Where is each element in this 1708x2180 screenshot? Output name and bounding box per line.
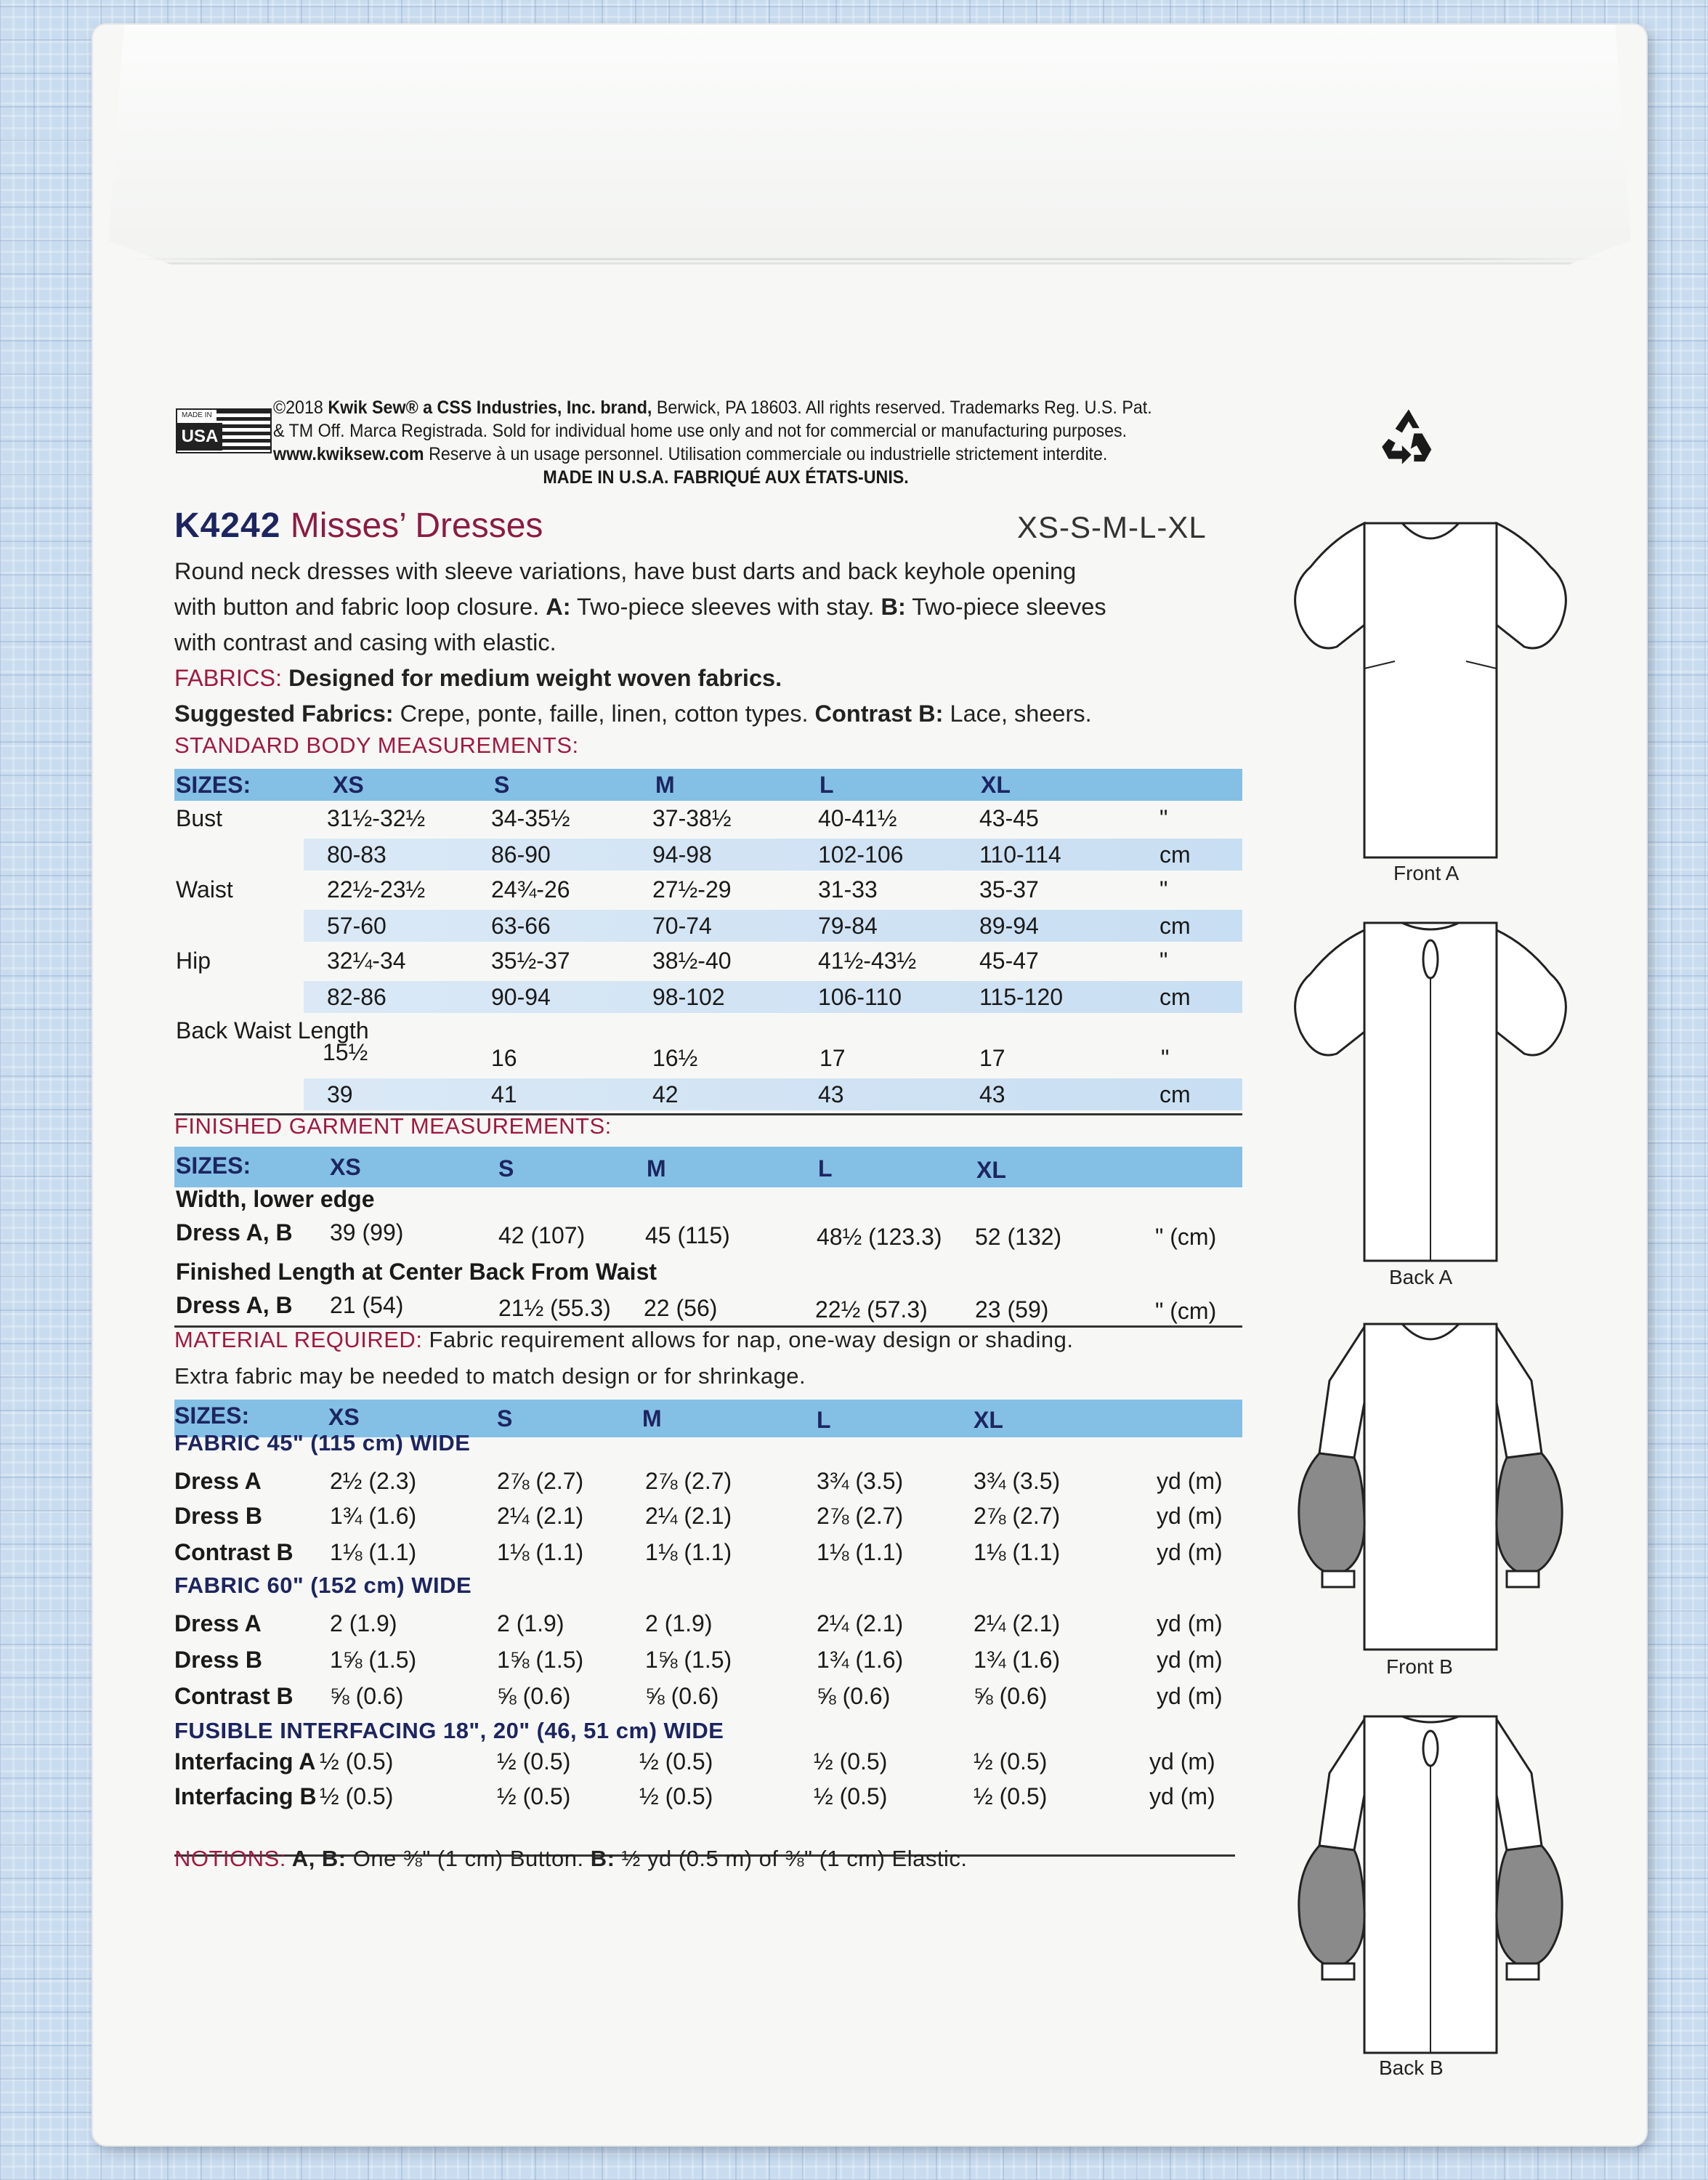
table-cell: ½ (0.5) (639, 1783, 713, 1809)
size-xl: XL (981, 772, 1011, 798)
description-line3: with contrast and casing with elastic. (174, 629, 556, 655)
table-cell: 40-41½ (818, 805, 897, 831)
bwl-cm-xs: 39 (327, 1081, 353, 1107)
table-cell: 79-84 (818, 913, 878, 939)
table-row (174, 1680, 1242, 1712)
table-cell: ½ (0.5) (814, 1748, 888, 1775)
table-cell: 37-38½ (652, 805, 732, 831)
length-m: 22 (56) (644, 1295, 718, 1321)
table-row (174, 1465, 1242, 1497)
length-l: 22½ (57.3) (815, 1296, 928, 1323)
row-label: Dress B (174, 1503, 262, 1529)
table-cell: 34-35½ (491, 805, 570, 831)
notions-label: NOTIONS: (174, 1846, 286, 1871)
width-xl: 52 (132) (975, 1224, 1062, 1250)
finished-size-s: S (498, 1155, 514, 1182)
table-cell: 2⅞ (2.7) (497, 1468, 584, 1494)
bwl-label: Back Waist Length (176, 1017, 369, 1043)
width-s: 42 (107) (498, 1222, 586, 1248)
table-cell: 31-33 (818, 876, 878, 903)
interfacing-heading: FUSIBLE INTERFACING 18", 20" (46, 51 cm) WIDE (174, 1718, 724, 1743)
length-label: Finished Length at Center Back From Waist (176, 1259, 657, 1285)
width-m: 45 (115) (645, 1222, 730, 1248)
description-l2a: with button and fabric loop closure. (174, 594, 546, 620)
table-row (174, 945, 1242, 977)
table-cell: 1¾ (1.6) (817, 1647, 904, 1673)
table-cell: 3¾ (3.5) (817, 1468, 904, 1494)
description-l2e: Two-piece sleeves (905, 594, 1106, 620)
notions-line (174, 1846, 967, 1872)
fabric-45-heading: FABRIC 45" (115 cm) WIDE (174, 1430, 471, 1456)
table-row (174, 1500, 1242, 1532)
description-line1: Round neck dresses with sleeve variations, have bust darts and back keyhole opening (174, 558, 1077, 584)
bwl-in-xs: 15½ (323, 1039, 368, 1065)
material-label: MATERIAL REQUIRED: (174, 1327, 423, 1352)
table-cell: 2½ (2.3) (330, 1468, 417, 1494)
table-cell: 2¼ (2.1) (645, 1503, 732, 1529)
table-cell: 1⅝ (1.5) (330, 1647, 417, 1673)
unit-cell: " (1159, 805, 1168, 831)
table-cell: 115-120 (979, 984, 1064, 1010)
back-a-caption: Back A (1389, 1266, 1453, 1288)
row-label: Waist (176, 876, 233, 903)
description-l2c: Two-piece sleeves with stay. (570, 594, 881, 620)
finished-heading: FINISHED GARMENT MEASUREMENTS: (174, 1113, 612, 1139)
unit-cell: yd (m) (1157, 1539, 1223, 1565)
row-label: Dress A (174, 1610, 262, 1636)
table-cell: ½ (0.5) (639, 1748, 713, 1775)
table-cell: ½ (0.5) (497, 1783, 571, 1809)
table-cell: 57-60 (327, 913, 386, 939)
row-label: Interfacing A (174, 1748, 316, 1775)
unit-cell: " (1159, 948, 1168, 974)
table-cell: 94-98 (652, 841, 712, 868)
copyright-brand: Kwik Sew® a CSS Industries, Inc. brand, (328, 397, 652, 418)
table-cell: 86-90 (491, 841, 551, 868)
table-cell: 27½-29 (652, 876, 732, 903)
back-b-drawing (1279, 1708, 1584, 2064)
pattern-name: Misses’ Dresses (280, 506, 543, 545)
finished-size-xs: XS (330, 1154, 361, 1180)
table-cell: 43-45 (979, 805, 1039, 831)
table-cell: ⅝ (0.6) (645, 1683, 719, 1709)
table-cell: 41½-43½ (818, 948, 917, 974)
material-size-l: L (817, 1407, 831, 1433)
unit-cell: yd (m) (1157, 1468, 1223, 1494)
unit-cell: yd (m) (1157, 1647, 1223, 1673)
width-row (174, 1216, 1242, 1248)
table-cell: 1⅝ (1.5) (497, 1647, 584, 1673)
table-row (174, 839, 1242, 871)
material-heading (174, 1327, 1073, 1353)
table-row (174, 873, 1242, 905)
description (174, 554, 1257, 732)
table-cell: 2⅞ (2.7) (645, 1468, 732, 1494)
notions-b: B: (590, 1846, 615, 1871)
fabrics-line (174, 661, 1257, 696)
table-cell: 3¾ (3.5) (974, 1468, 1061, 1494)
front-a-drawing (1279, 509, 1584, 872)
copyright-block (273, 396, 1300, 489)
bwl-in-l: 17 (819, 1045, 846, 1071)
material-size-xs: XS (328, 1404, 360, 1430)
table-cell: 2⅞ (2.7) (817, 1503, 904, 1529)
size-l: L (819, 772, 834, 798)
copyright-line1: Berwick, PA 18603. All rights reserved. Trademarks Reg. U.S. Pat. (652, 397, 1152, 418)
made-in-usa-flag (176, 408, 272, 453)
unit-cell: yd (m) (1149, 1748, 1215, 1775)
bwl-in-s: 16 (491, 1045, 517, 1071)
table-cell: 32¼-34 (327, 948, 406, 974)
pattern-code: K4242 (174, 506, 281, 545)
fabrics-label: FABRICS: (174, 665, 283, 691)
row-label: Interfacing B (174, 1783, 317, 1809)
body-measurements-heading: STANDARD BODY MEASUREMENTS: (174, 732, 579, 758)
material-line2: Extra fabric may be needed to match design or for shrinkage. (174, 1363, 806, 1389)
table-cell: 2¼ (2.1) (817, 1610, 904, 1636)
copyright-line3: Reserve à un usage personnel. Utilisation commerciale ou industrielle strictement interdite. (424, 444, 1108, 464)
suggested-text: Crepe, ponte, faille, linen, cotton types. (393, 701, 815, 727)
table-row (174, 981, 1242, 1013)
table-cell: 89-94 (979, 913, 1039, 939)
table-row (174, 1745, 1242, 1777)
material-size-xl: XL (974, 1407, 1003, 1433)
unit-cell: cm (1159, 841, 1191, 868)
view-a-label: A: (546, 594, 571, 620)
row-label: Contrast B (174, 1683, 294, 1709)
envelope-flap (93, 25, 1646, 265)
length-unit: " (cm) (1155, 1298, 1217, 1324)
table-cell: 2⅞ (2.7) (974, 1503, 1061, 1529)
table-cell: ½ (0.5) (814, 1783, 888, 1809)
table-cell: ½ (0.5) (320, 1783, 394, 1809)
recycle-icon (1375, 404, 1442, 471)
length-xl: 23 (59) (975, 1296, 1049, 1323)
flag-usa-text: USA (177, 423, 222, 451)
unit-cell: yd (m) (1157, 1610, 1223, 1636)
table-cell: ⅝ (0.6) (817, 1683, 891, 1709)
sizes-label: SIZES: (176, 772, 251, 798)
finished-sizes-label: SIZES: (176, 1152, 251, 1179)
table-cell: ½ (0.5) (974, 1783, 1048, 1809)
bwl-cm-row (174, 1078, 1242, 1110)
unit-cell: yd (m) (1157, 1503, 1223, 1529)
length-label-row (174, 1256, 1242, 1288)
table-cell: ⅝ (0.6) (974, 1683, 1048, 1709)
bwl-cm-unit: cm (1159, 1081, 1191, 1107)
website-link[interactable]: www.kwiksew.com (273, 444, 424, 464)
pattern-title (174, 506, 543, 546)
table-cell: 1⅛ (1.1) (497, 1539, 584, 1565)
table-cell: 80-83 (327, 841, 386, 868)
table-cell: 1⅛ (1.1) (974, 1539, 1061, 1565)
size-xs: XS (333, 772, 364, 798)
table-cell: 63-66 (491, 913, 551, 939)
notions-button: One ⅜" (1 cm) Button. (346, 1846, 591, 1871)
table-row (174, 802, 1242, 834)
unit-cell: yd (m) (1157, 1683, 1223, 1709)
notions-ab: A, B: (286, 1846, 347, 1871)
size-s: S (494, 772, 510, 798)
table-cell: 2 (1.9) (497, 1610, 564, 1636)
material-size-s: S (497, 1405, 513, 1432)
width-xs: 39 (99) (330, 1219, 404, 1246)
length-xs: 21 (54) (330, 1292, 404, 1318)
row-label: Hip (176, 948, 211, 974)
table-cell: 1⅛ (1.1) (330, 1539, 417, 1565)
size-m: M (655, 772, 675, 798)
table-cell: ½ (0.5) (974, 1748, 1048, 1775)
front-b-drawing (1279, 1315, 1584, 1657)
unit-cell: cm (1159, 984, 1191, 1010)
body-sizes-band (174, 769, 1242, 801)
suggested-label: Suggested Fabrics: (174, 701, 394, 727)
table-cell: 102-106 (818, 841, 904, 868)
table-cell: 110-114 (979, 841, 1061, 868)
width-label-row (174, 1180, 1242, 1212)
table-cell: ⅝ (0.6) (330, 1683, 404, 1709)
table-cell: 1⅝ (1.5) (645, 1647, 732, 1673)
row-label: Bust (176, 805, 223, 831)
length-row (174, 1289, 1242, 1324)
bwl-cm-m: 42 (652, 1081, 679, 1107)
table-row (174, 1607, 1242, 1639)
fabrics-text: Designed for medium weight woven fabrics. (282, 665, 782, 691)
table-cell: 82-86 (327, 984, 386, 1010)
table-cell: 98-102 (652, 984, 725, 1010)
finished-size-xl: XL (976, 1157, 1006, 1183)
bwl-in-xl: 17 (979, 1045, 1005, 1071)
flag-made-in-text: MADE IN (182, 411, 212, 419)
table-cell: 35½-37 (491, 948, 570, 974)
table-cell: 90-94 (491, 984, 551, 1010)
finished-size-m: M (647, 1155, 666, 1182)
table-row (174, 1644, 1242, 1676)
table-row (174, 910, 1242, 942)
table-row (174, 1536, 1242, 1568)
front-a-caption: Front A (1393, 862, 1460, 884)
table-cell: 1¾ (1.6) (974, 1647, 1061, 1673)
notions-elastic: ½ yd (0.5 m) of ⅜" (1 cm) Elastic. (615, 1846, 968, 1871)
flap-edge (131, 258, 1606, 260)
description-line2 (174, 589, 1257, 625)
view-b-label: B: (881, 594, 906, 620)
unit-cell: cm (1159, 913, 1191, 939)
table-row (174, 1780, 1242, 1812)
table-cell: 1⅛ (1.1) (817, 1539, 904, 1565)
back-b-caption: Back B (1379, 2056, 1444, 2079)
size-range: XS-S-M-L-XL (1017, 510, 1207, 544)
view-drawings (1279, 509, 1584, 2107)
table-cell: 2 (1.9) (330, 1610, 397, 1636)
bwl-in-m: 16½ (652, 1045, 698, 1071)
table-cell: 2¼ (2.1) (974, 1610, 1061, 1636)
copyright-line2: & TM Off. Marca Registrada. Sold for individual home use only and not for commercial or manufacturing purposes. (273, 421, 1128, 441)
bwl-cm-s: 41 (491, 1081, 517, 1107)
made-in-usa-text: MADE IN U.S.A. FABRIQUÉ AUX ÉTATS-UNIS. (543, 467, 909, 488)
material-text: Fabric requirement allows for nap, one-way design or shading. (422, 1327, 1074, 1352)
fabric-60-heading: FABRIC 60" (152 cm) WIDE (174, 1573, 472, 1598)
table-cell: 70-74 (652, 913, 712, 939)
table-cell: ⅝ (0.6) (497, 1683, 571, 1709)
contrast-label: Contrast B: (814, 701, 944, 727)
table-cell: 22½-23½ (327, 876, 426, 903)
row-label: Dress B (174, 1647, 262, 1673)
table-cell: 38½-40 (652, 948, 732, 974)
length-row-label: Dress A, B (176, 1292, 293, 1318)
table-cell: 1¾ (1.6) (330, 1503, 417, 1529)
material-sizes-label: SIZES: (174, 1402, 250, 1429)
unit-cell: " (1159, 876, 1168, 903)
bwl-cm-xl: 43 (979, 1081, 1005, 1107)
material-size-m: M (642, 1405, 662, 1432)
front-b-caption: Front B (1386, 1655, 1453, 1678)
back-a-drawing (1279, 916, 1584, 1272)
unit-cell: yd (m) (1149, 1783, 1215, 1809)
table-cell: ½ (0.5) (320, 1748, 394, 1775)
suggested-fabrics-line (174, 696, 1257, 732)
bwl-in-unit: " (1161, 1045, 1170, 1071)
width-label: Width, lower edge (176, 1186, 375, 1212)
table-cell: 31½-32½ (327, 805, 426, 831)
row-label: Contrast B (174, 1539, 294, 1565)
bwl-cm-l: 43 (818, 1081, 844, 1107)
finished-size-l: L (818, 1155, 833, 1182)
flag-stripes (216, 410, 270, 452)
width-unit: " (cm) (1155, 1224, 1217, 1250)
table-cell: 45-47 (979, 948, 1039, 974)
table-cell: 35-37 (979, 876, 1039, 903)
copyright-year: ©2018 (273, 397, 328, 418)
table-cell: 24¾-26 (491, 876, 570, 903)
width-row-label: Dress A, B (176, 1219, 293, 1246)
table-cell: 2 (1.9) (645, 1610, 713, 1636)
contrast-text: Lace, sheers. (943, 701, 1092, 727)
table-cell: 106-110 (818, 984, 902, 1010)
bwl-in-row (174, 1039, 1242, 1074)
table-cell: ½ (0.5) (497, 1748, 571, 1775)
row-label: Dress A (174, 1468, 262, 1494)
table-cell: 1⅛ (1.1) (645, 1539, 732, 1565)
length-s: 21½ (55.3) (498, 1295, 611, 1321)
width-l: 48½ (123.3) (817, 1224, 942, 1250)
table-cell: 2¼ (2.1) (497, 1503, 584, 1529)
